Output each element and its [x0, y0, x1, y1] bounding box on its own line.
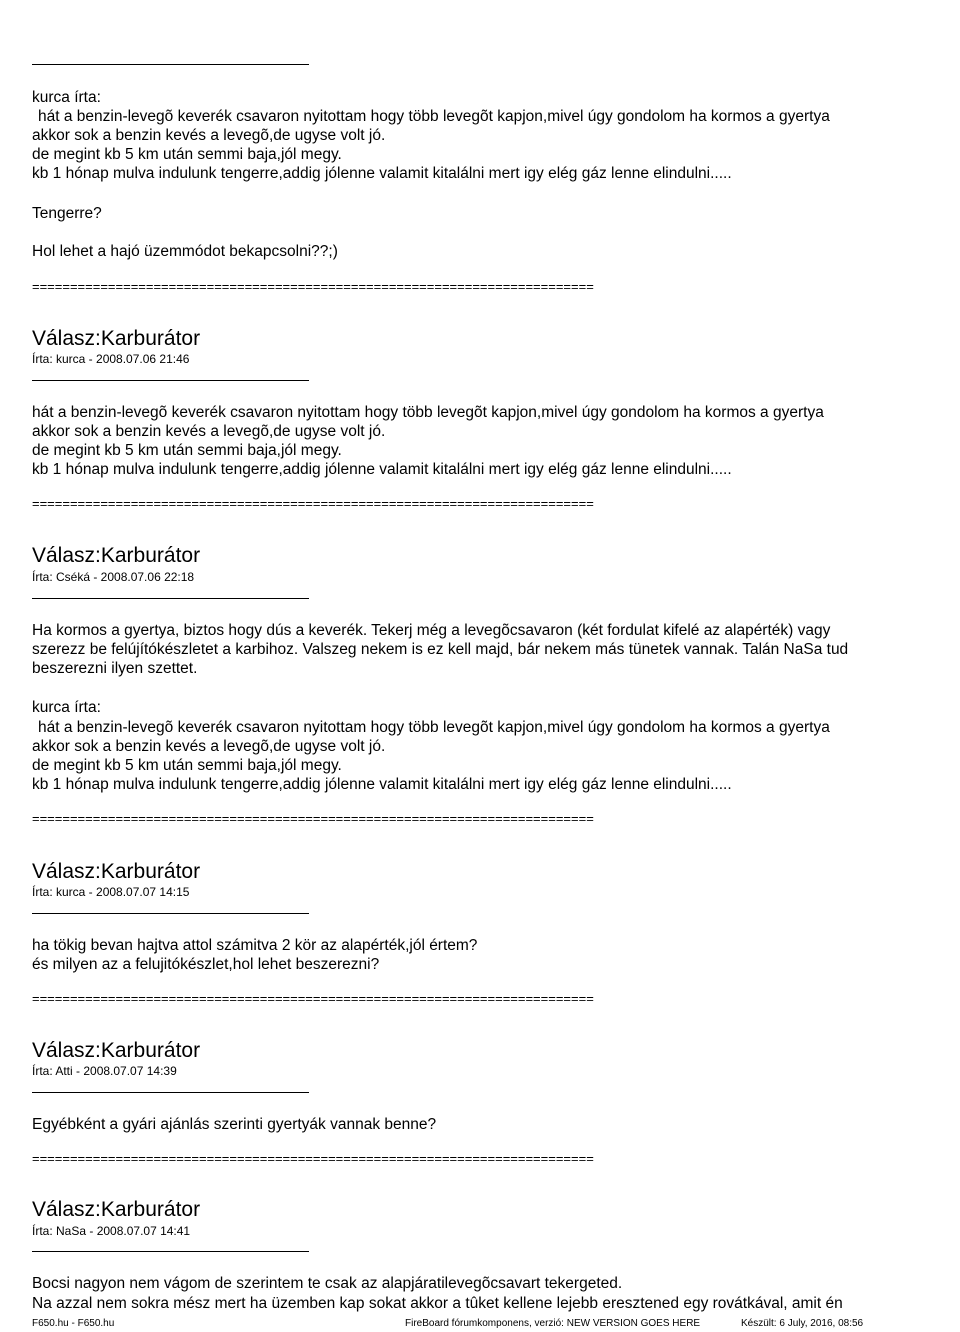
quote-line: de megint kb 5 km után semmi baja,jól megy. — [32, 757, 342, 774]
post-line: ha tökig bevan hajtva attol számitva 2 kör az alapérték,jól értem? — [32, 937, 478, 954]
post-line: hát a benzin-levegõ keverék csavaron nyitottam hogy több levegõt kapjon,mivel úgy gondolom ha kormos a gyertya — [32, 404, 824, 421]
post-title: Válasz:Karburátor — [32, 1039, 201, 1062]
post-line: Bocsi nagyon nem vágom de szerintem te csak az alapjáratilevegõcsavart tekergeted. — [32, 1275, 623, 1292]
divider — [32, 598, 309, 599]
quote-line: akkor sok a benzin kevés a levegõ,de ugyse volt jó. — [32, 738, 386, 755]
post-title: Válasz:Karburátor — [32, 327, 201, 350]
separator: ========================================================================== — [32, 279, 594, 294]
footer-site: F650.hu - F650.hu — [32, 1318, 115, 1329]
post-line: szerezz be felújítókészletet a karbihoz. Valszeg nekem is ez kell majd, bár nekem más tünetek vannak. Talán NaSa tud — [32, 641, 849, 658]
post-line: Tengerre? — [32, 205, 102, 222]
post-line: kb 1 hónap mulva indulunk tengerre,addig jólenne valamit kitalálni mert igy elég gáz lenne elindulni..... — [32, 461, 732, 478]
divider — [32, 1251, 309, 1252]
post-title: Válasz:Karburátor — [32, 1198, 201, 1221]
post-meta: Írta: kurca - 2008.07.07 14:15 — [32, 885, 190, 899]
separator: ========================================================================== — [32, 811, 594, 826]
divider — [32, 1092, 309, 1093]
post-line: Egyébként a gyári ajánlás szerinti gyertyák vannak benne? — [32, 1116, 437, 1133]
divider — [32, 380, 309, 381]
post-title: Válasz:Karburátor — [32, 544, 201, 567]
post-meta: Írta: NaSa - 2008.07.07 14:41 — [32, 1224, 191, 1238]
quote-line: hát a benzin-levegõ keverék csavaron nyitottam hogy több levegõt kapjon,mivel úgy gondolom ha kormos a gyertya — [38, 108, 830, 125]
post-line: beszerezni ilyen szettet. — [32, 660, 198, 677]
quote-line: akkor sok a benzin kevés a levegõ,de ugyse volt jó. — [32, 127, 386, 144]
post-meta: Írta: Cséká - 2008.07.06 22:18 — [32, 570, 195, 584]
post-line: de megint kb 5 km után semmi baja,jól megy. — [32, 442, 342, 459]
quote-author: kurca írta: — [32, 89, 101, 106]
footer-component: FireBoard fórumkomponens, verzió: NEW VERSION GOES HERE — [405, 1318, 701, 1329]
quote-line: kb 1 hónap mulva indulunk tengerre,addig jólenne valamit kitalálni mert igy elég gáz lenne elindulni..... — [32, 776, 732, 793]
quote-line: hát a benzin-levegõ keverék csavaron nyitottam hogy több levegõt kapjon,mivel úgy gondolom ha kormos a gyertya — [38, 719, 830, 736]
post-line: akkor sok a benzin kevés a levegõ,de ugyse volt jó. — [32, 423, 386, 440]
footer-generated: Készült: 6 July, 2016, 08:56 — [741, 1318, 864, 1329]
post-meta: Írta: kurca - 2008.07.06 21:46 — [32, 352, 190, 366]
post-title: Válasz:Karburátor — [32, 860, 201, 883]
post-meta: Írta: Atti - 2008.07.07 14:39 — [32, 1064, 177, 1078]
divider — [32, 64, 309, 65]
quote-line: de megint kb 5 km után semmi baja,jól megy. — [32, 146, 342, 163]
post-line: Hol lehet a hajó üzemmódot bekapcsolni??;) — [32, 243, 338, 260]
quote-line: kb 1 hónap mulva indulunk tengerre,addig jólenne valamit kitalálni mert igy elég gáz lenne elindulni..... — [32, 165, 732, 182]
post-line: Ha kormos a gyertya, biztos hogy dús a keverék. Tekerj még a levegõcsavaron (két fordulat kifelé az alapérték) vagy — [32, 622, 831, 639]
post-line: Na azzal nem sokra mész mert ha üzemben kap sokat akkor a tûket kellene lejebb eresztened egy rovátkával, amit én — [32, 1295, 843, 1312]
separator: ========================================================================== — [32, 1151, 594, 1166]
separator: ========================================================================== — [32, 991, 594, 1006]
separator: ========================================================================== — [32, 496, 594, 511]
post-line: és milyen az a felujitókészlet,hol lehet beszerezni? — [32, 956, 380, 973]
quote-author: kurca írta: — [32, 699, 101, 716]
divider — [32, 913, 309, 914]
